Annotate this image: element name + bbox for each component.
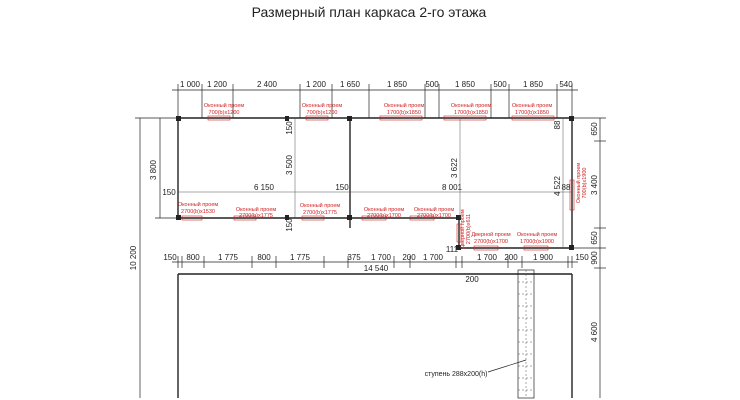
opening-size: 1700(b)x1900 (520, 239, 554, 245)
top-dim-label: 2 400 (256, 80, 278, 89)
bottom-dim-label: 200 (504, 253, 518, 262)
lower-openings (457, 163, 588, 250)
dim-label: 150 (162, 188, 176, 197)
overall-width-label: 14 540 (363, 264, 389, 273)
right-dim-label: 650 (590, 122, 599, 136)
top-dim-label: 1 200 (305, 80, 327, 89)
interior-dimensions (162, 118, 572, 248)
lower-floor-area (178, 274, 572, 398)
opening-label: Оконный проем (203, 103, 245, 109)
vertical-opening-label: Оконный проем (576, 162, 582, 204)
opening-label: Оконный проем (235, 207, 277, 213)
top-dim-label: 1 000 (179, 80, 201, 89)
bottom-dim-label: 200 (402, 253, 416, 262)
dim-label: 4 522 (553, 175, 562, 197)
dim-label: 3 622 (450, 157, 459, 179)
vertical-door-label: Дверной проем (460, 209, 466, 249)
opening-size: 700(b)x1200 (306, 110, 338, 116)
mid-openings (178, 201, 455, 220)
opening-size: 1700(b)x1850 (515, 110, 549, 116)
door-label: Дверной проем (471, 232, 511, 238)
opening-label: Оконный проем (301, 103, 343, 109)
right-dim-label: 650 (590, 231, 599, 245)
opening-label: Оконный проем (383, 103, 425, 109)
top-dim-label: 540 (559, 80, 573, 89)
opening-label: Оконный проем (450, 103, 492, 109)
dim-label: 6 150 (253, 183, 275, 192)
opening-label: Оконный проем (413, 207, 455, 213)
dim-label: 150 (285, 218, 294, 232)
overall-width-dimension (178, 264, 572, 274)
dim-label: 150 (335, 183, 349, 192)
opening-label: Оконный проем (511, 103, 553, 109)
bottom-dim-label: 375 (347, 253, 361, 262)
top-dim-label: 1 200 (206, 80, 228, 89)
opening-size: 700(b)x1200 (208, 110, 240, 116)
right-dim-label: 900 (590, 251, 599, 265)
opening-label: Оконный проем (177, 202, 219, 208)
bottom-dim-label: 1 775 (289, 253, 311, 262)
bottom-dim-label: 200 (465, 275, 479, 284)
staircase (425, 270, 534, 398)
top-dim-label: 1 850 (522, 80, 544, 89)
right-dim-label: 3 400 (590, 174, 599, 196)
opening-label: Оконный проем (516, 232, 558, 238)
bottom-dim-label: 111 (445, 245, 459, 254)
opening-size: 2700(b)x1530 (181, 209, 215, 215)
bottom-dim-label: 1 700 (370, 253, 392, 262)
dim-label: 8 001 (441, 183, 463, 192)
left-dim-label: 3 800 (149, 159, 158, 181)
dim-label: 3 500 (285, 154, 294, 176)
stair-note: ступень 288x200(h) (424, 371, 488, 378)
top-dim-label: 1 850 (454, 80, 476, 89)
bottom-dim-label: 1 700 (422, 253, 444, 262)
dim-label: 88 (561, 183, 571, 192)
opening-size: 2700(b)x1775 (239, 213, 273, 219)
plan-title: Размерный план каркаса 2-го этажа (251, 4, 487, 20)
bottom-dim-label: 1 900 (532, 253, 554, 262)
opening-size: 1700(b)x1850 (454, 110, 488, 116)
top-dim-label: 500 (493, 80, 507, 89)
top-dim-label: 1 850 (386, 80, 408, 89)
door-size: 2700(b)x1700 (474, 239, 508, 245)
dim-label: 88 (553, 120, 562, 130)
dim-label: 150 (285, 121, 294, 135)
wall-frame (176, 116, 574, 250)
opening-size: 2700(b)x1700 (367, 213, 401, 219)
bottom-dim-label: 150 (163, 253, 177, 262)
opening-size: 2700(b)x1775 (303, 210, 337, 216)
bottom-dim-label: 800 (186, 253, 200, 262)
opening-size: 2700(b)x1700 (417, 213, 451, 219)
vertical-door-size: 2700(b)x611 (466, 213, 472, 245)
bottom-dim-label: 800 (257, 253, 271, 262)
vertical-opening-size: 700(b)x1900 (582, 167, 588, 199)
opening-size: 1700(b)x1850 (387, 110, 421, 116)
bottom-dim-label: 150 (575, 253, 589, 262)
top-dim-label: 500 (425, 80, 439, 89)
top-dim-label: 1 650 (339, 80, 361, 89)
bottom-dim-label: 1 775 (217, 253, 239, 262)
opening-label: Оконный проем (299, 203, 341, 209)
right-dim-label: 4 600 (590, 321, 599, 343)
opening-label: Оконный проем (363, 207, 405, 213)
left-dim-label: 10 200 (129, 245, 138, 271)
bottom-dim-label: 1 700 (476, 253, 498, 262)
